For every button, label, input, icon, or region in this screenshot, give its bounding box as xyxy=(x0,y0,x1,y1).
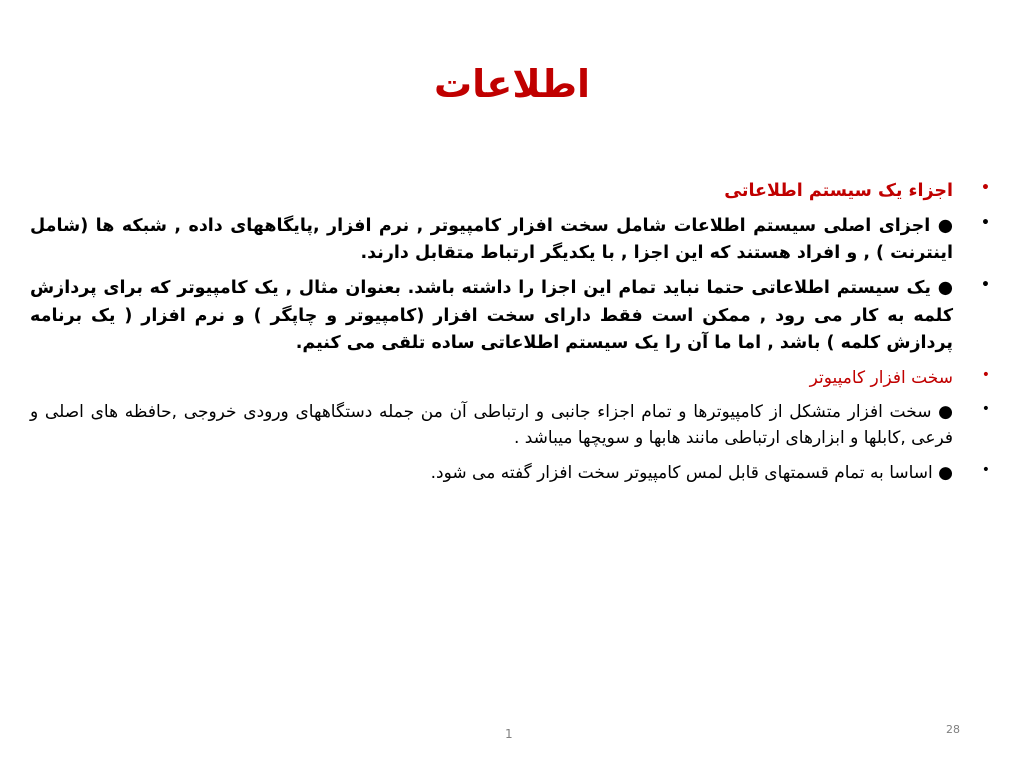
bullet-marker: • xyxy=(981,401,990,418)
page-number: 28 xyxy=(946,723,960,736)
bullet-text: ● اساسا به تمام قسمتهای قابل لمس کامپیوتر سخت افزار گفته می شود. xyxy=(430,462,953,483)
bullet-text: ● اجزای اصلی سیستم اطلاعات شامل سخت افزار کامپیوتر , نرم افزار ,پایگاههای داده , شبکه ها (شامل اینترنت ) , و افراد هستند که این اجزا , با یکدیگر ارتباط متقابل دارند. xyxy=(30,216,953,264)
bullet-heading-hardware xyxy=(30,365,995,391)
bullet-marker: • xyxy=(981,215,990,232)
bullet-components xyxy=(30,213,995,267)
bullet-marker: • xyxy=(981,366,990,383)
slide-title: اطلاعات xyxy=(433,62,591,106)
bullet-hardware-definition xyxy=(30,399,995,452)
bullet-text: ● یک سیستم اطلاعاتی حتما نباید تمام این اجزا را داشته باشد. بعنوان مثال , یک کامپیوتر که برای پردازش کلمه به کار می رود , ممکن است فقط دارای سخت افزار (کامپیوتر و چاپگر ) و نرم افزار ( یک برنامه پردازش کلمه ) باشد , اما ما آن را یک سیستم اطلاعاتی ساده تلقی می کنیم. xyxy=(30,278,953,353)
bullet-example xyxy=(30,275,995,356)
bullet-text: اجزاء یک سیستم اطلاعاتی xyxy=(724,181,953,201)
bullet-marker: • xyxy=(981,277,990,294)
bullet-text: سخت افزار کامپیوتر xyxy=(809,367,953,388)
bullet-marker: • xyxy=(981,180,990,196)
bullet-text: ● سخت افزار متشکل از کامپیوترها و تمام اجزاء جانبی و ارتباطی آن من جمله دستگاههای ورودی خروجی ,حافظه های اصلی و فرعی ,کابلها و ابزارهای ارتباطی مانند هابها و سویچها میباشد . xyxy=(30,402,953,449)
bullet-heading-info-system xyxy=(30,178,995,205)
bullet-list xyxy=(30,178,995,494)
bullet-marker: • xyxy=(981,461,990,478)
bullet-hardware-tangible xyxy=(30,460,995,486)
slide-number: 1 xyxy=(505,727,513,741)
